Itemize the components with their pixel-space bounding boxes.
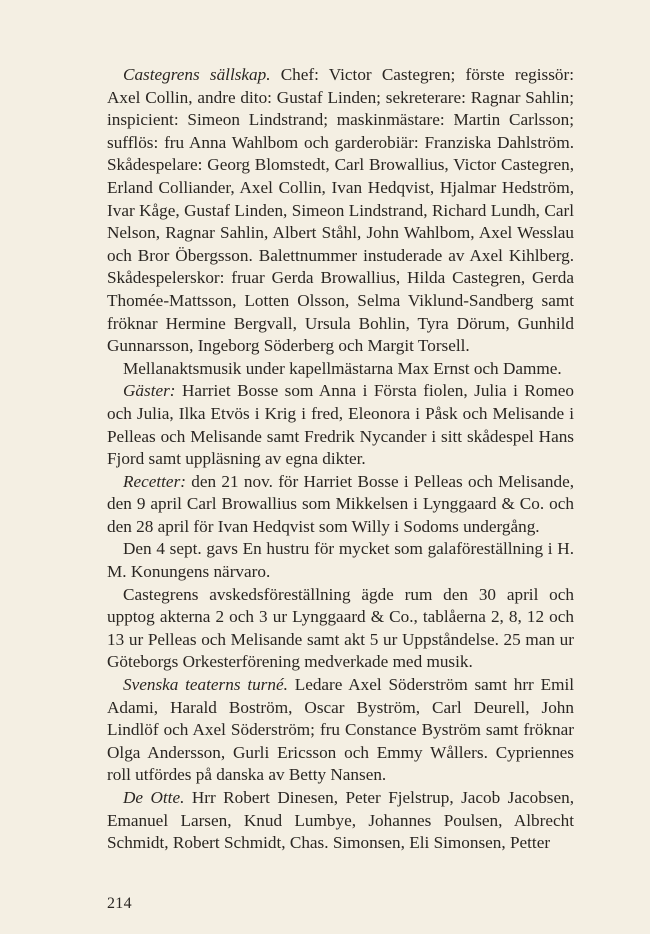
paragraph-galaforestallning <box>107 538 574 583</box>
paragraph-lead: Recetter: <box>123 471 186 491</box>
paragraph-lead: Gäster: <box>123 381 176 401</box>
paragraph-text: Hrr Robert Dinesen, Peter Fjelstrup, Jacob Jacobsen, Emanuel Larsen, Knud Lumbye, Johannes Poulsen, Albrecht Schmidt, Robert Schmidt, Chas. Simonsen, Eli Simonsen, Petter <box>107 788 574 853</box>
paragraph-text: Ledare Axel Söderström samt hrr Emil Adami, Harald Boström, Oscar Byström, Carl Deurell, John Lindlöf och Axel Söderström; fru Constance Byström samt fröknar Olga Andersson, Gurli Ericsson och Emmy Wållers. Cypriennes roll utfördes på danska av Betty Nansen. <box>107 675 574 785</box>
paragraph-svenska-teaterns-turne <box>107 674 574 787</box>
paragraph-castegrens-sallskap <box>107 64 574 358</box>
paragraph-text: Harriet Bosse som Anna i Första fiolen, Julia i Romeo och Julia, Ilka Etvös i Krig i fred, Eleonora i Påsk och Melisande i Pelleas och Melisande samt Fredrik Nycander i sitt skådespel Hans Fjord samt uppläsning av egna dikter. <box>107 381 574 469</box>
paragraph-de-otte <box>107 787 574 855</box>
paragraph-avskedsforestallning <box>107 584 574 674</box>
paragraph-lead: De Otte. <box>123 788 185 807</box>
paragraph-text: Castegrens avskedsföreställning ägde rum den 30 april och upptog akterna 2 och 3 ur Lynggaard & Co., tablåerna 2, 8, 12 och 13 ur Pelleas och Melisande samt akt 5 ur Uppståndelse. 25 man ur Göteborgs Orkesterförening medverkade med musik. <box>107 584 574 672</box>
paragraph-text: Mellanaktsmusik under kapellmästarna Max Ernst och Damme. <box>123 358 562 378</box>
paragraph-recetter <box>107 471 574 539</box>
paragraph-mellanaktsmusik <box>107 358 574 381</box>
paragraph-lead: Castegrens sällskap. <box>123 65 271 84</box>
paragraph-lead: Svenska teaterns turné. <box>123 675 288 695</box>
paragraph-gaster <box>107 380 574 470</box>
paragraph-text: Den 4 sept. gavs En hustru för mycket som galaföreställning i H. M. Konungens närvaro. <box>107 539 574 582</box>
paragraph-text: Chef: Victor Castegren; förste regissör: Axel Collin, andre dito: Gustaf Linden; sekreterare: Ragnar Sahlin; inspicient: Simeon Lindstrand; maskinmästare: Martin Carlsson; sufflös: fru Anna Wahlbom och garderobiär: Franziska Dahlström. Skådespelare: Georg Blomstedt, Carl Browallius, Victor Castegren, Erland Colliander, Axel Collin, Ivan Hedqvist, Hjalmar Hedström, Ivar Kåge, Gustaf Linden, Simeon Lindstrand, Richard Lundh, Carl Nelson, Ragnar Sahlin, Albert Ståhl, John Wahlbom, Axel Wesslau och Bror Öbergsson. Balettnummer instuderade av Axel Kihlberg. Skådespelerskor: fruar Gerda Browallius, Hilda Castegren, Gerda Thomée-Mattsson, Lotten Olsson, Selma Viklund-Sandberg samt fröknar Hermine Bergvall, Ursula Bohlin, Tyra Dörum, Gunhild Gunnarsson, Ingeborg Söderberg och Margit Torsell. <box>107 65 575 356</box>
page-number: 214 <box>107 895 132 912</box>
paragraph-text: den 21 nov. för Harriet Bosse i Pelleas och Melisande, den 9 april Carl Browallius som Mikkelsen i Lynggaard & Co. och den 28 april för Ivan Hedqvist som Willy i Sodoms undergång. <box>107 471 574 536</box>
page-body <box>107 64 574 855</box>
